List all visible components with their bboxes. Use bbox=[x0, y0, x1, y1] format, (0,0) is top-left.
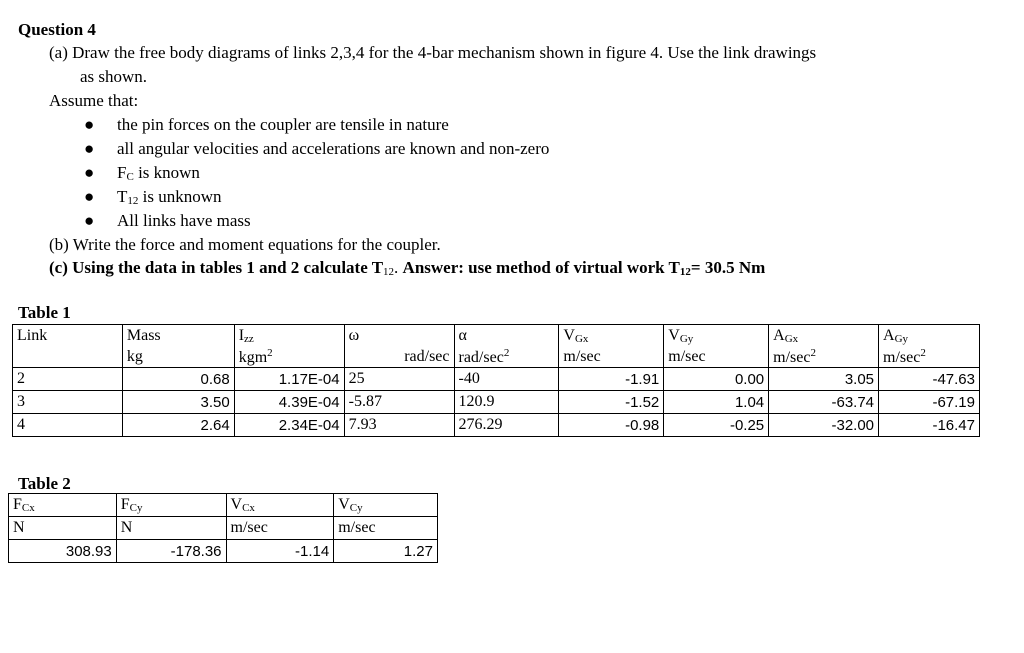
table-cell: 4.39E-04 bbox=[234, 391, 344, 414]
table-cell: 2.34E-04 bbox=[234, 414, 344, 437]
table2-unit-vcx: m/sec bbox=[226, 517, 334, 540]
table-cell: 0.00 bbox=[664, 368, 769, 391]
table2 bbox=[8, 493, 438, 563]
table2-unit-fcx: N bbox=[9, 517, 117, 540]
question-title: Question 4 bbox=[18, 20, 96, 39]
table-cell: -67.19 bbox=[879, 391, 980, 414]
table-cell: 120.9 bbox=[454, 391, 559, 414]
table-cell: -5.87 bbox=[344, 391, 454, 414]
table-cell: -0.98 bbox=[559, 414, 664, 437]
table-cell: 7.93 bbox=[344, 414, 454, 437]
table-row bbox=[13, 391, 980, 414]
table-cell: -1.52 bbox=[559, 391, 664, 414]
table1-header-omega: ω bbox=[344, 325, 454, 348]
table2-unit-fcy: N bbox=[116, 517, 226, 540]
table-cell: -0.25 bbox=[664, 414, 769, 437]
table2-header-vcy: $V_{Cy}$ bbox=[334, 494, 438, 517]
bullet-text: $F_C$ is known bbox=[117, 163, 200, 183]
table1-title: Table 1 bbox=[18, 303, 71, 322]
table-cell: 3.05 bbox=[769, 368, 879, 391]
table1-unit-link bbox=[13, 347, 123, 368]
table-cell: -40 bbox=[454, 368, 559, 391]
assume-heading: Assume that: bbox=[49, 91, 139, 110]
part-c: (c) Using the data in tables 1 and 2 calculate $T_{12}$. Answer: use method of virtual work $T_{12}= 30.5$ Nm bbox=[49, 258, 766, 278]
bullet-text: the pin forces on the coupler are tensile in nature bbox=[117, 115, 449, 134]
table1-header-agx: $A_{Gx}$ bbox=[769, 325, 879, 348]
table-cell: 2.64 bbox=[122, 414, 234, 437]
table1-unit-mass: kg bbox=[122, 347, 234, 368]
table-cell: 0.68 bbox=[122, 368, 234, 391]
table1-header-agy: $A_{Gy}$ bbox=[879, 325, 980, 348]
table-cell: 3 bbox=[13, 391, 123, 414]
table-cell: -47.63 bbox=[879, 368, 980, 391]
table1-unit-vgy: m/sec bbox=[664, 347, 769, 368]
table-row bbox=[13, 368, 980, 391]
table1-header-vgx: $V_{Gx}$ bbox=[559, 325, 664, 348]
table-cell: 308.93 bbox=[9, 540, 117, 563]
table-cell: -1.91 bbox=[559, 368, 664, 391]
table2-unit-vcy: m/sec bbox=[334, 517, 438, 540]
part-a-line-2: as shown. bbox=[80, 67, 148, 86]
bullet-dot: ● bbox=[84, 115, 95, 134]
bullet-dot: ● bbox=[84, 163, 95, 182]
answer-text: Answer: use method of virtual work $T_{12}= 30.5$ Nm bbox=[402, 258, 766, 278]
table1-header-mass: Mass bbox=[122, 325, 234, 348]
part-b: (b) Write the force and moment equations for the coupler. bbox=[49, 235, 441, 254]
bullet-dot: ● bbox=[84, 187, 95, 206]
table1-header-alpha: α bbox=[454, 325, 559, 348]
table2-title: Table 2 bbox=[18, 474, 71, 493]
table1-unit-izz: kgm$^2$ bbox=[234, 347, 344, 368]
table-cell: 1.17E-04 bbox=[234, 368, 344, 391]
table-cell: 276.29 bbox=[454, 414, 559, 437]
table1-header-izz: $I_{zz}$ bbox=[234, 325, 344, 348]
table1-unit-agx: $m/\sec^2$ bbox=[769, 347, 879, 368]
table-cell: 2 bbox=[13, 368, 123, 391]
table-row bbox=[13, 414, 980, 437]
table1-unit-agy: $m/\sec^2$ bbox=[879, 347, 980, 368]
bullet-dot: ● bbox=[84, 211, 95, 230]
table2-header-fcy: $F_{Cy}$ bbox=[116, 494, 226, 517]
table1-unit-omega: rad/sec bbox=[344, 347, 454, 368]
table2-header-fcx: $F_{Cx}$ bbox=[9, 494, 117, 517]
bullet-text: all angular velocities and accelerations are known and non-zero bbox=[117, 139, 550, 158]
table1-header-link: Link bbox=[13, 325, 123, 348]
table1-unit-alpha: rad/$\sec^2$ bbox=[454, 347, 559, 368]
table2-header-vcx: $V_{Cx}$ bbox=[226, 494, 334, 517]
table-cell: -32.00 bbox=[769, 414, 879, 437]
table-row bbox=[9, 540, 438, 563]
bullet-text: All links have mass bbox=[117, 211, 251, 230]
table-cell: -1.14 bbox=[226, 540, 334, 563]
bullet-text: $T_{12}$ is unknown bbox=[117, 187, 222, 207]
table-cell: 25 bbox=[344, 368, 454, 391]
table-cell: 1.27 bbox=[334, 540, 438, 563]
table-cell: 3.50 bbox=[122, 391, 234, 414]
table1 bbox=[12, 324, 980, 437]
table-cell: -178.36 bbox=[116, 540, 226, 563]
table-cell: -16.47 bbox=[879, 414, 980, 437]
table-cell: 4 bbox=[13, 414, 123, 437]
part-a-line-1: (a) Draw the free body diagrams of links 2,3,4 for the 4-bar mechanism shown in figure 4. Use the link drawings bbox=[49, 43, 817, 62]
table1-unit-vgx: m/sec bbox=[559, 347, 664, 368]
table-cell: 1.04 bbox=[664, 391, 769, 414]
table1-header-vgy: $V_{Gy}$ bbox=[664, 325, 769, 348]
bullet-dot: ● bbox=[84, 139, 95, 158]
table-cell: -63.74 bbox=[769, 391, 879, 414]
